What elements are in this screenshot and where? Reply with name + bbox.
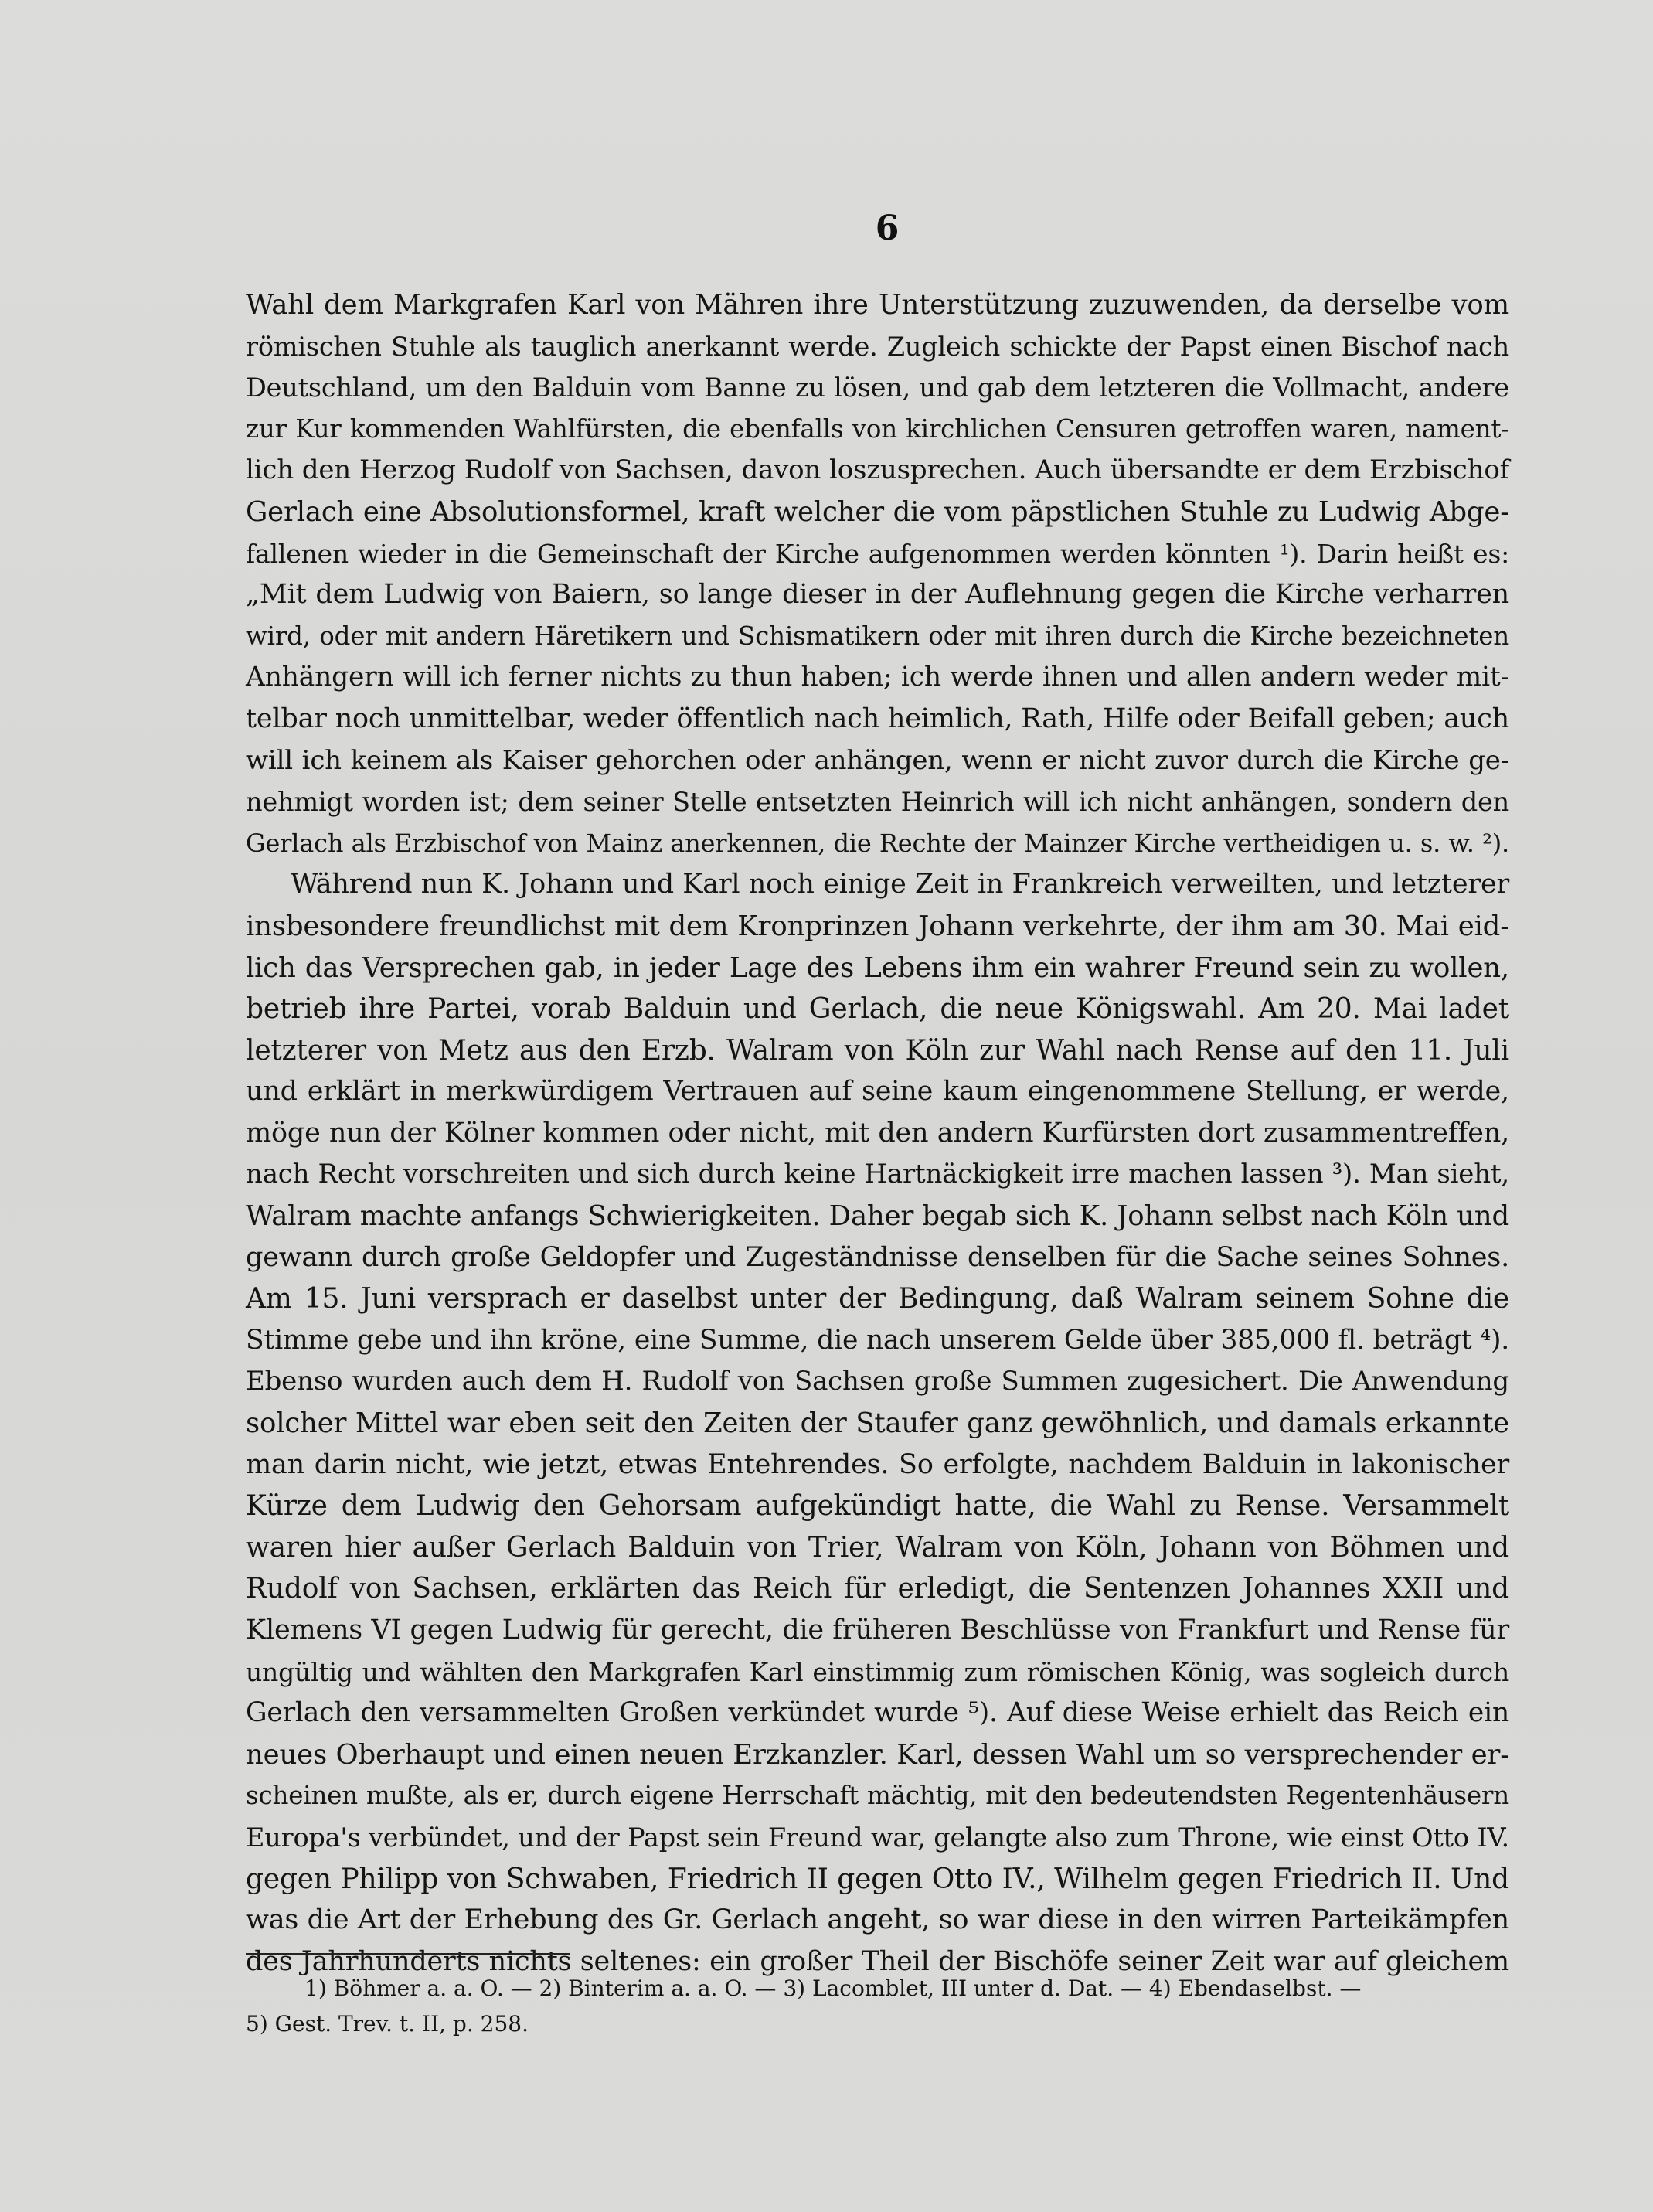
text-line: was die Art der Erhebung des Gr. Gerlach angeht, so war diese in den wirren Parteikämpfen <box>246 1904 1509 1936</box>
text-line: möge nun der Kölner kommen oder nicht, mit den andern Kurfürsten dort zusammentreffen, <box>246 1117 1509 1149</box>
text-line: Gerlach den versammelten Großen verkündet wurde ⁵). Auf diese Weise erhielt das Reich ein <box>246 1697 1509 1729</box>
text-line: römischen Stuhle als tauglich anerkannt werde. Zugleich schickte der Papst einen Bischof nach <box>246 331 1509 362</box>
text-line: man darin nicht, wie jetzt, etwas Entehrendes. So erfolgte, nachdem Balduin in lakonischer <box>246 1448 1509 1480</box>
text-line: Anhängern will ich ferner nichts zu thun haben; ich werde ihnen und allen andern weder mit- <box>246 662 1509 693</box>
text-line: nehmigt worden ist; dem seiner Stelle entsetzten Heinrich will ich nicht anhängen, sondern den <box>246 787 1509 818</box>
text-line: telbar noch unmittelbar, weder öffentlich nach heimlich, Rath, Hilfe oder Beifall geben; auch <box>246 703 1509 734</box>
text-line: Klemens VI gegen Ludwig für gerecht, die früheren Beschlüsse von Frankfurt und Rense für <box>246 1615 1509 1645</box>
text-line: zur Kur kommenden Wahlfürsten, die ebenfalls von kirchlichen Censuren getroffen waren, nament- <box>246 413 1509 444</box>
text-line: „Mit dem Ludwig von Baiern, so lange dieser in der Auflehnung gegen die Kirche verharren <box>246 579 1509 611</box>
text-line: des Jahrhunderts nichts seltenes: ein großer Theil der Bischöfe seiner Zeit war auf gleichem <box>246 1945 1509 1977</box>
page-number: 6 <box>875 209 900 248</box>
text-line: fallenen wieder in die Gemeinschaft der Kirche aufgenommen werden könnten ¹). Darin heißt es: <box>246 538 1509 569</box>
text-line: Stimme gebe und ihn kröne, eine Summe, die nach unserem Gelde über 385,000 fl. beträgt ⁴). <box>246 1324 1509 1356</box>
text-line: will ich keinem als Kaiser gehorchen oder anhängen, wenn er nicht zuvor durch die Kirche ge- <box>246 744 1509 776</box>
text-line: betrieb ihre Partei, vorab Balduin und Gerlach, die neue Königswahl. Am 20. Mai ladet <box>246 993 1509 1026</box>
text-line: gegen Philipp von Schwaben, Friedrich II gegen Otto IV., Wilhelm gegen Friedrich II. Und <box>246 1863 1509 1895</box>
footnote-line: 1) Böhmer a. a. O. — 2) Binterim a. a. O. — 3) Lacomblet, III unter d. Dat. — 4) Ebendaselbst. — <box>304 1975 1362 2001</box>
footnote-divider <box>246 1953 570 1955</box>
text-line: nach Recht vorschreiten und sich durch keine Hartnäckigkeit irre machen lassen ³). Man sieht, <box>246 1159 1509 1190</box>
text-line: und erklärt in merkwürdigem Vertrauen auf seine kaum eingenommene Stellung, er werde, <box>246 1076 1509 1108</box>
footnote-line: 5) Gest. Trev. t. II, p. 258. <box>246 2011 529 2037</box>
paragraph-start-line: Während nun K. Johann und Karl noch einige Zeit in Frankreich verweilten, und letzterer <box>291 869 1509 900</box>
text-line: letzterer von Metz aus den Erzb. Walram von Köln zur Wahl nach Rense auf den 11. Juli <box>246 1034 1509 1067</box>
text-line: Deutschland, um den Balduin vom Banne zu lösen, und gab dem letzteren die Vollmacht, andere <box>246 373 1509 403</box>
text-line: ungültig und wählten den Markgrafen Karl einstimmig zum römischen König, was sogleich durch <box>246 1656 1509 1687</box>
text-line: lich das Versprechen gab, in jeder Lage des Lebens ihm ein wahrer Freund sein zu wollen, <box>246 951 1509 984</box>
text-line: waren hier außer Gerlach Balduin von Trier, Walram von Köln, Johann von Böhmen und <box>246 1531 1509 1564</box>
text-line: Ebenso wurden auch dem H. Rudolf von Sachsen große Summen zugesichert. Die Anwendung <box>246 1366 1509 1397</box>
text-line: Europa's verbündet, und der Papst sein Freund war, gelangte also zum Throne, wie einst Otto IV. <box>246 1822 1509 1853</box>
text-line: neues Oberhaupt und einen neuen Erzkanzler. Karl, dessen Wahl um so versprechender er- <box>246 1738 1509 1771</box>
text-line: wird, oder mit andern Häretikern und Schismatikern oder mit ihren durch die Kirche bezeichneten <box>246 621 1509 651</box>
text-line: Wahl dem Markgrafen Karl von Mähren ihre Unterstützung zuzuwenden, da derselbe vom <box>246 289 1509 321</box>
footnotes <box>246 1971 1529 2042</box>
text-line: Gerlach eine Absolutionsformel, kraft welcher die vom päpstlichen Stuhle zu Ludwig Abge- <box>246 495 1509 528</box>
body-text <box>246 284 1509 1977</box>
text-line: Walram machte anfangs Schwierigkeiten. Daher begab sich K. Johann selbst nach Köln und <box>246 1200 1509 1233</box>
text-line: insbesondere freundlichst mit dem Kronprinzen Johann verkehrte, der ihm am 30. Mai eid- <box>246 910 1509 942</box>
text-line: Kürze dem Ludwig den Gehorsam aufgekündigt hatte, die Wahl zu Rense. Versammelt <box>246 1490 1509 1523</box>
text-line: Gerlach als Erzbischof von Mainz anerkennen, die Rechte der Mainzer Kirche vertheidigen u. s. w. ²). <box>246 828 1509 858</box>
text-line: solcher Mittel war eben seit den Zeiten der Staufer ganz gewöhnlich, und damals erkannte <box>246 1407 1509 1440</box>
text-line: Am 15. Juni versprach er daselbst unter der Bedingung, daß Walram seinem Sohne die <box>246 1283 1509 1315</box>
text-line: scheinen mußte, als er, durch eigene Herrschaft mächtig, mit den bedeutendsten Regentenhäusern <box>246 1781 1509 1811</box>
text-line: Rudolf von Sachsen, erklärten das Reich für erledigt, die Sentenzen Johannes XXII und <box>246 1573 1509 1605</box>
text-line: lich den Herzog Rudolf von Sachsen, davon loszusprechen. Auch übersandte er dem Erzbischof <box>246 454 1509 486</box>
text-line: gewann durch große Geldopfer und Zugeständnisse denselben für die Sache seines Sohnes. <box>246 1241 1509 1273</box>
